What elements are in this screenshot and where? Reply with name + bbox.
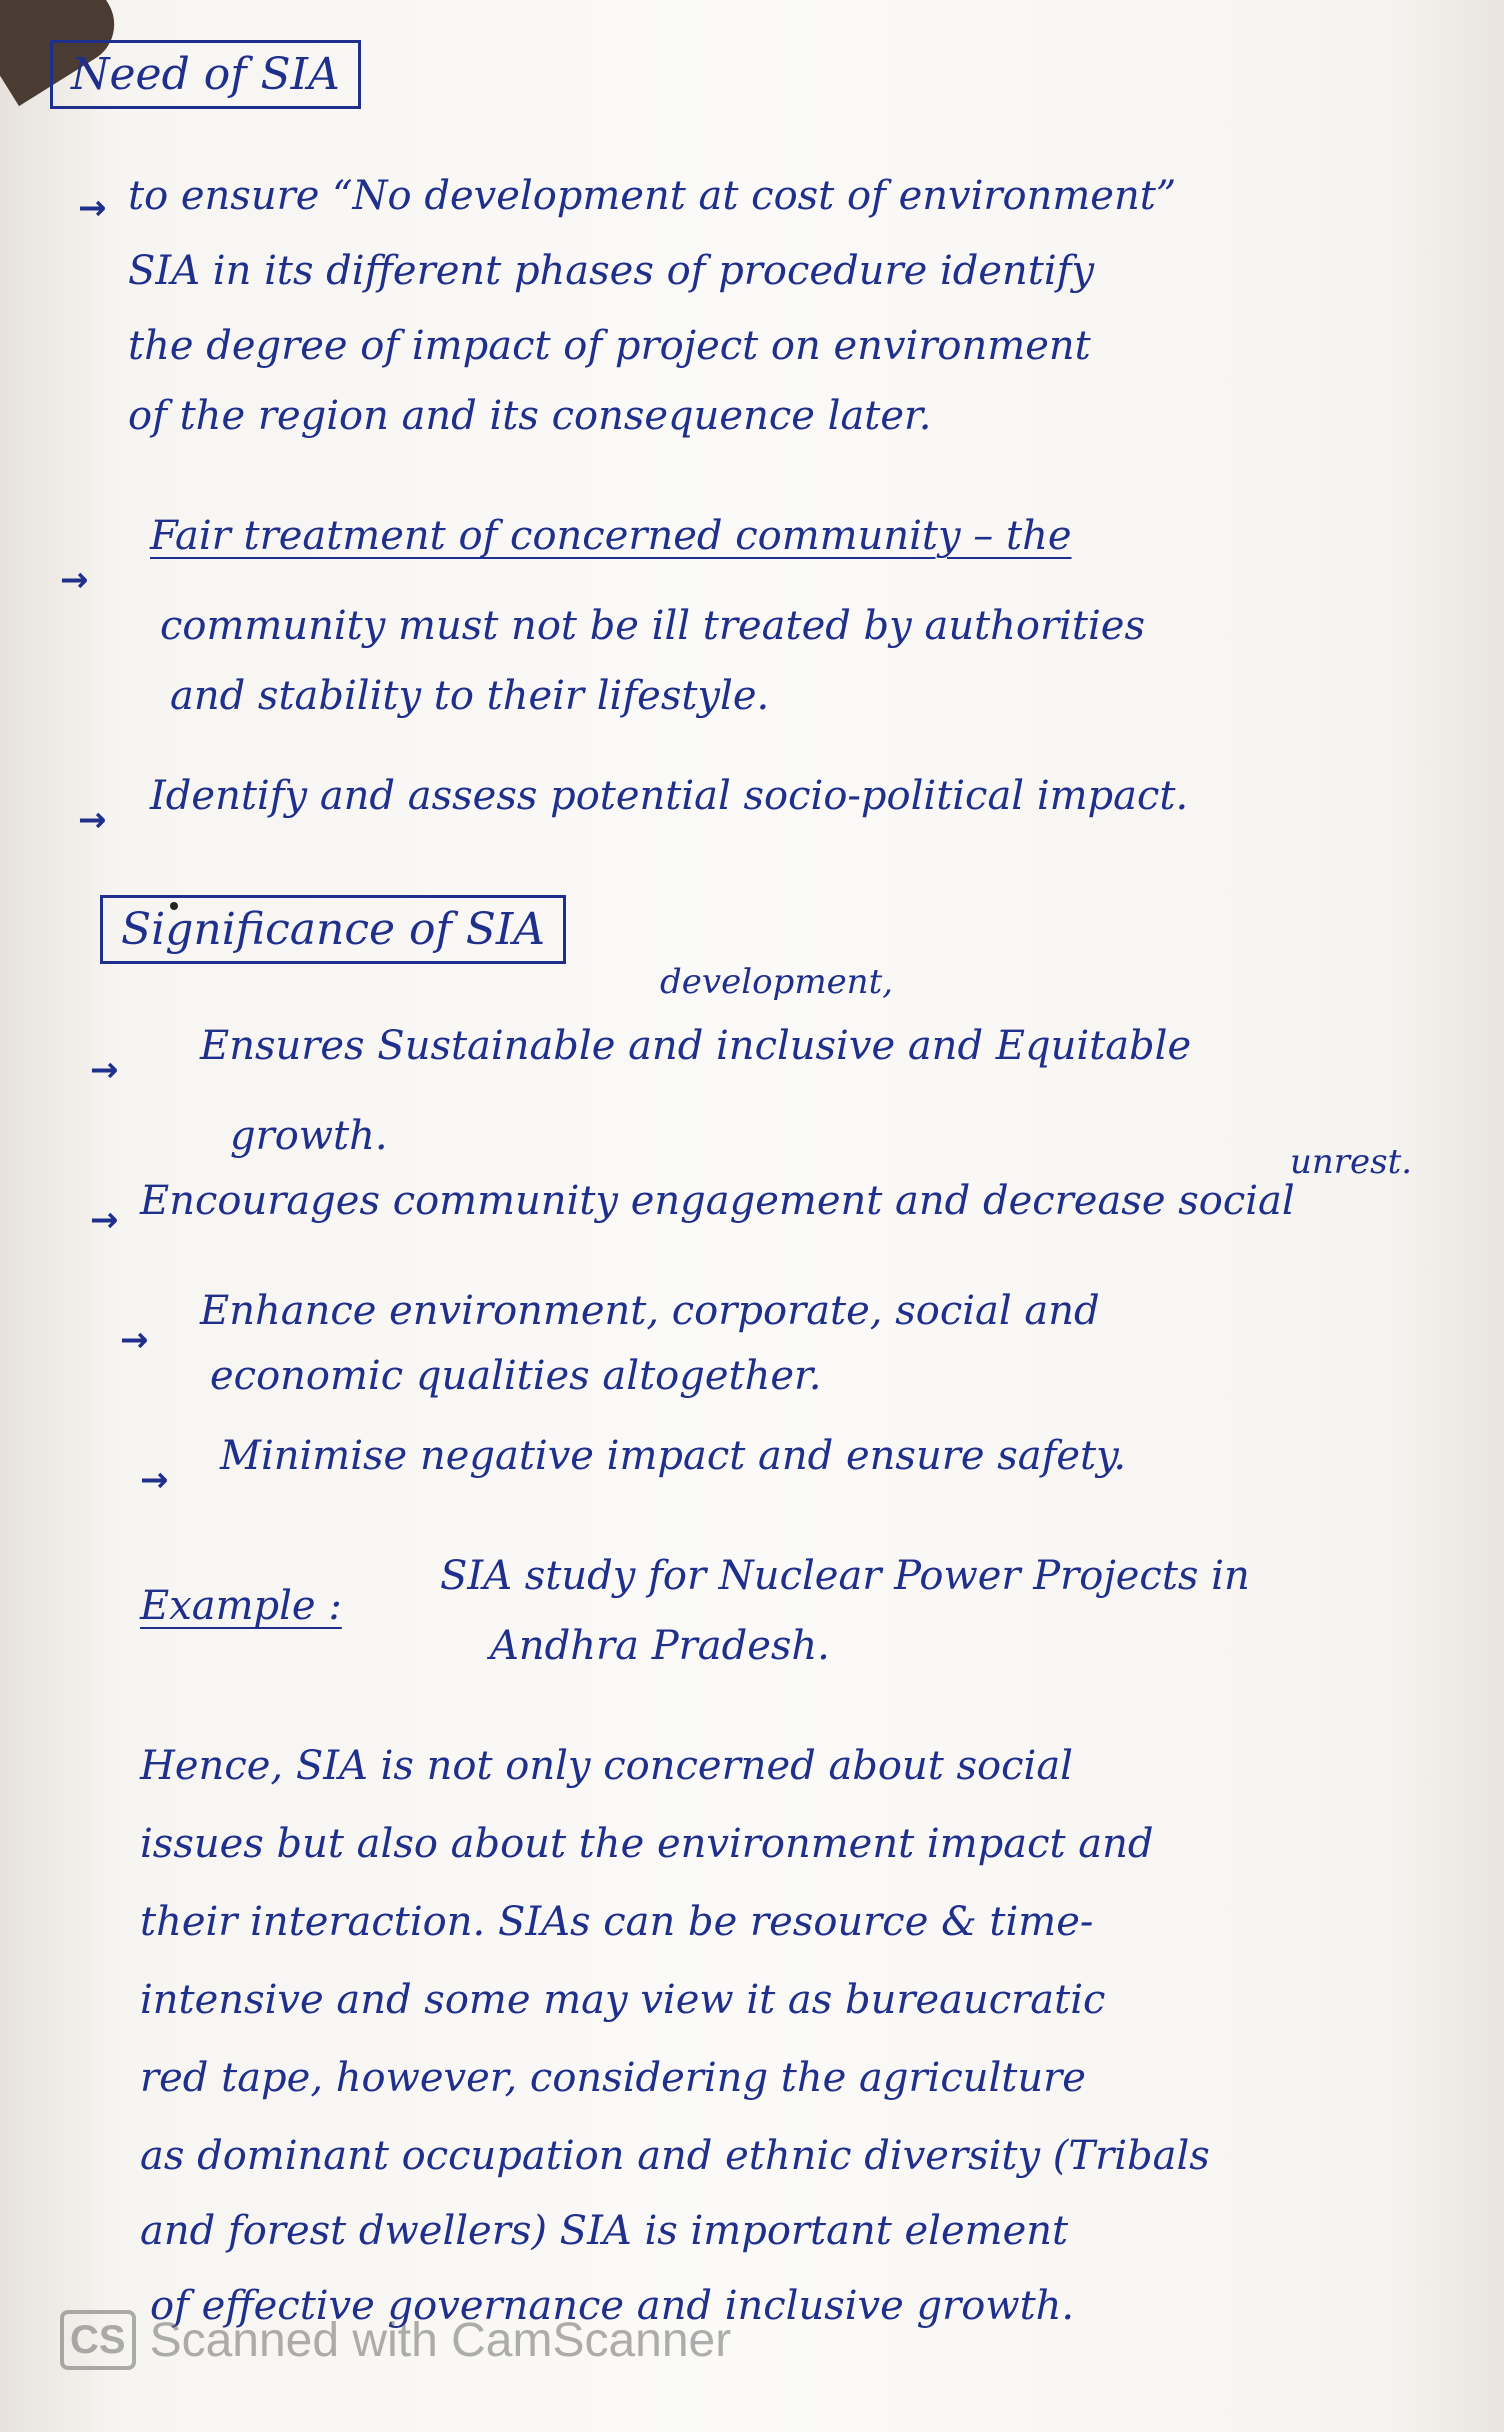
need-line-2: SIA in its different phases of procedure identify (128, 248, 1095, 294)
fair-treatment-line-2: community must not be ill treated by authorities (160, 603, 1145, 649)
conclusion-line-7: and forest dwellers) SIA is important element (140, 2208, 1069, 2254)
arrow-bullet-6: → (120, 1320, 149, 1360)
conclusion-line-6: as dominant occupation and ethnic diversity (Tribals (140, 2133, 1210, 2179)
significance-4-line-1: Minimise negative impact and ensure safety. (220, 1433, 1127, 1479)
camscanner-watermark (60, 2310, 731, 2370)
conclusion-line-3: their interaction. SIAs can be resource & time- (140, 1899, 1094, 1945)
significance-2-line-2: unrest. (1290, 1142, 1413, 1182)
significance-1-line-1: Ensures Sustainable and inclusive and Equitable (200, 1023, 1192, 1069)
significance-3-line-1: Enhance environment, corporate, social and (200, 1288, 1100, 1334)
example-line-2: Andhra Pradesh. (490, 1623, 830, 1669)
significance-2-line-1: Encourages community engagement and decrease social (140, 1178, 1295, 1224)
fair-treatment-line-1: Fair treatment of concerned community – the (150, 513, 1072, 559)
arrow-bullet-1: → (78, 188, 107, 228)
insertion-development: development, (660, 962, 894, 1002)
arrow-bullet-2: → (60, 560, 89, 600)
conclusion-line-5: red tape, however, considering the agriculture (140, 2055, 1086, 2101)
conclusion-line-4: intensive and some may view it as bureaucratic (140, 1977, 1106, 2023)
example-label: Example : (140, 1583, 342, 1629)
significance-3-line-2: economic qualities altogether. (210, 1353, 822, 1399)
identify-impact-line: Identify and assess potential socio-political impact. (150, 773, 1189, 819)
heading-significance-of-sia: Significance of SIA (100, 895, 566, 964)
heading-need-of-sia: Need of SIA (50, 40, 361, 109)
arrow-bullet-7: → (140, 1460, 169, 1500)
need-line-3: the degree of impact of project on environment (128, 323, 1091, 369)
conclusion-line-1: Hence, SIA is not only concerned about social (140, 1743, 1073, 1789)
conclusion-line-8: of effective governance and inclusive growth. (150, 2283, 1075, 2329)
watermark-text: Scanned with CamScanner (149, 2313, 732, 2367)
example-line-1: SIA study for Nuclear Power Projects in (440, 1553, 1250, 1599)
fair-treatment-line-3: and stability to their lifestyle. (170, 673, 770, 719)
arrow-bullet-4: → (90, 1050, 119, 1090)
conclusion-line-2: issues but also about the environment impact and (140, 1821, 1154, 1867)
camscanner-logo-icon: CS (60, 2310, 136, 2370)
need-line-1: to ensure “No development at cost of environment” (128, 173, 1177, 219)
need-line-4: of the region and its consequence later. (128, 393, 932, 439)
arrow-bullet-3: → (78, 800, 107, 840)
arrow-bullet-5: → (90, 1200, 119, 1240)
significance-1-line-2: growth. (230, 1113, 388, 1159)
